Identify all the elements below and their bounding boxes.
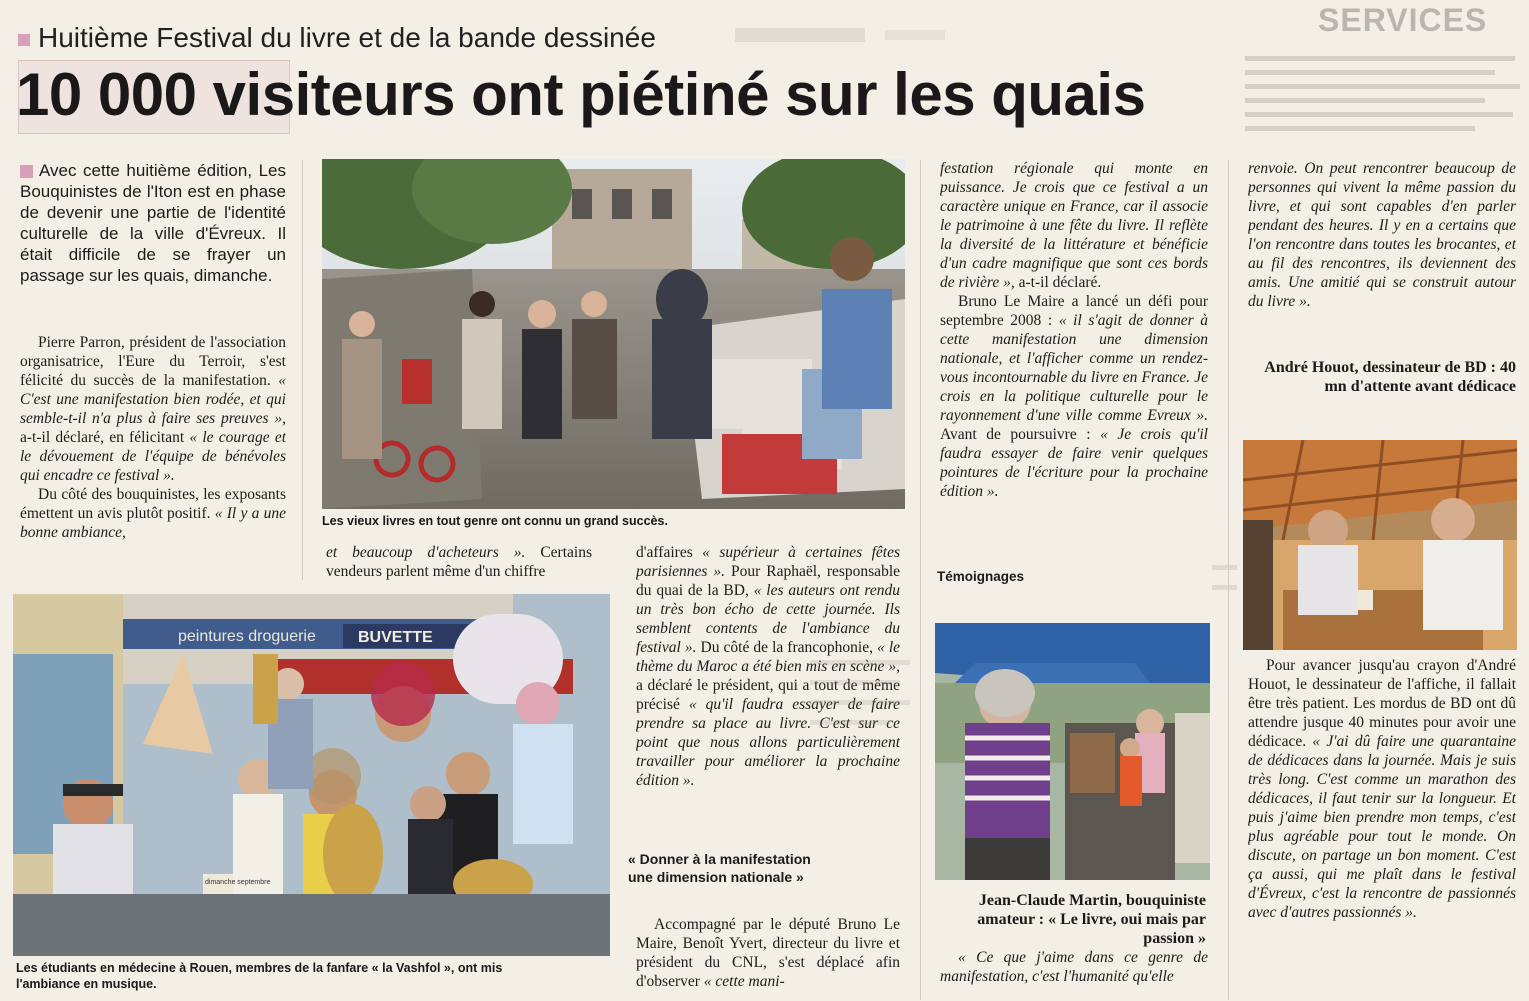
faded-top-text: [735, 22, 1235, 50]
intro-bullet-icon: [20, 165, 33, 178]
poster-text: dimanche septembre: [205, 879, 271, 886]
column-4-part-2: « Ce que j'aime dans ce genre de manifestation, c'est l'humanité qu'elle: [940, 949, 1208, 985]
kicker: [18, 22, 656, 54]
column-rule-2: [920, 160, 921, 1000]
services-faded-text: [1245, 52, 1525, 144]
buvette-text: BUVETTE: [358, 629, 433, 646]
column-3-part-2: Accompagné par le député Bruno Le Maire, Benoît Yvert, directeur du livre et président du CNL, s'est déplacé afin d'observer « cette mani-: [636, 916, 900, 990]
headline: 10 000 visiteurs ont piétiné sur les quais: [16, 61, 1146, 128]
intro-paragraph: [20, 160, 286, 286]
shop-sign-text: peintures droguerie: [178, 628, 316, 645]
photo-fanfare: [13, 594, 610, 956]
photo-andre-houot: [1243, 440, 1517, 650]
bleed-through-small: [1212, 555, 1240, 655]
column-4: festation régionale qui monte en puissance. Je crois que ce festival a un caractère unique en France, car il associe le patrimoine à une fête du livre. Il reflète la diversité de la littérature et bénéficie d'un cadre magnifique que sont ces bords de rivière », a-t-il déclaré. Bruno Le Maire a lancé un défi pour septembre 2008 : « il s'agit de donner à cette manifestation une dimension nationale, et l'afficher comme un rendez-vous incontournable du livre en France. Je crois en la politique culturelle pour le rayonnement d'une ville comme Evreux ». Avant de poursuivre : « Je crois qu'il faudra essayer de faire venir quelques pointures de l'écriture pour la prochaine édition ».: [940, 160, 1208, 500]
column-5-part-2: Pour avancer jusqu'au crayon d'André Houot, le dessinateur de l'affiche, il fallait être très patient. Les mordus de BD ont dû attendre jusque 40 minutes pour avoir une dédicace. « J'ai dû faire une quarantaine de dédicaces dans la journée. Mais je suis très long. C'est comme un marathon des dédicaces, il faut tenir sur la longueur. Et puis j'aime bien prendre mon temps, c'est plus agréable pour tout le monde. On discute, on partage un bon moment. C'est ça aussi, qui me plaît dans le festival d'Évreux, c'est la rencontre de passionnés avec d'autres passionnés ».: [1248, 657, 1516, 921]
column-rule-3: [1228, 160, 1229, 1000]
photo-jean-claude-martin: [935, 623, 1210, 880]
column-5: renvoie. On peut rencontrer beaucoup de personnes qui vivent la même passion du livre, et qui sont capables d'en parler pendant des heures. Il y en a certains que l'on rencontre dans toutes les brocantes, et au fil des rencontres, ils deviennent des amis. Une amitié qui se construit autour du livre ».: [1248, 160, 1516, 310]
section-temoignages: Témoignages: [937, 569, 1025, 584]
column-1: Pierre Parron, président de l'association organisatrice, l'Eure du Terroir, s'est félicité du succès de la manifestation. « C'est une manifestation bien rodée, et qui semble-t-il n'a plus à faire ses preuves », a-t-il déclaré, en félicitant « le courage et le dévouement de l'équipe de bénévoles qui encadre ce festival ». Du côté des bouquinistes, les exposants émettent un avis plutôt positif. « Il y a une bonne ambiance,: [20, 334, 286, 541]
heading-andre-houot: André Houot, dessinateur de BD : 40 mn d'attente avant dédicace: [1264, 359, 1516, 395]
bullet-square-icon: [18, 34, 30, 46]
intro-text: Avec cette huitième édition, Les Bouquinistes de l'Iton est en phase de devenir une partie de l'identité culturelle de la ville d'Évreux. Il était difficile de se frayer un passage sur les quais, dimanche.: [20, 161, 286, 285]
kicker-text: Huitième Festival du livre et de la bande dessinée: [38, 22, 656, 53]
subhead-dimension-nationale: « Donner à la manifestation une dimension nationale »: [628, 851, 811, 885]
services-heading: SERVICES: [1318, 2, 1488, 38]
column-3: d'affaires « supérieur à certaines fêtes parisiennes ». Pour Raphaël, responsable du quai de la BD, « les auteurs ont rendu un très bon écho de cette journée. Ils semblent contents de l'ambiance du festival ». Du côté de la francophonie, « le thème du Maroc a été bien mis en scène », a déclaré le président, qui a tout de même précisé « qu'il faudra essayer de faire prendre sa place au livre. C'est sur ce point que nous allons particulièrement travailler pour améliorer la prochaine édition ».: [636, 544, 900, 789]
photo-1-caption: Les vieux livres en tout genre ont connu un grand succès.: [322, 514, 668, 528]
photo-book-stalls: [322, 159, 905, 509]
column-2-continuation: et beaucoup d'acheteurs ». Certains vendeurs parlent même d'un chiffre: [326, 544, 592, 580]
bleed-through-text: [810, 590, 920, 820]
column-rule-1: [302, 160, 303, 580]
heading-jean-claude-martin: Jean-Claude Martin, bouquiniste amateur : « Le livre, oui mais par passion »: [977, 892, 1206, 947]
photo-2-caption: Les étudiants en médecine à Rouen, membres de la fanfare « la Vashfol », ont mis l'ambiance en musique.: [16, 961, 503, 991]
